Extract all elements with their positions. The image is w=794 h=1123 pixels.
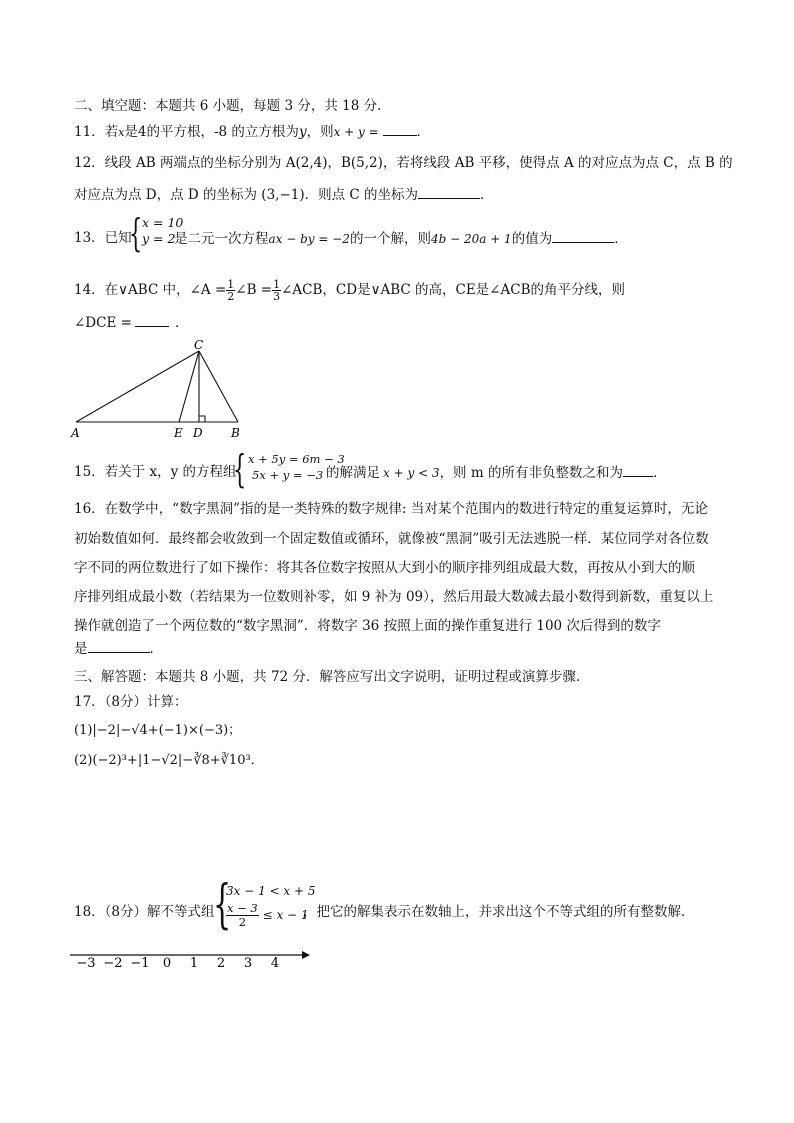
q13-text2: 的一个解，则 xyxy=(349,231,431,247)
tick-label: 0 xyxy=(162,956,172,971)
q12-end: ． xyxy=(480,187,494,203)
q15-text2: ，则 m 的所有非负整数之和为 xyxy=(439,465,623,481)
question-14-line1 xyxy=(74,277,625,303)
q11-text-b: 是4的平方根，-8 的立方根为 xyxy=(124,124,299,140)
number-line-arrow xyxy=(302,951,310,959)
segment-ac xyxy=(76,351,199,422)
q13-equation: ax − by = −2 xyxy=(268,232,350,246)
label-c: C xyxy=(194,338,204,352)
q18-eq1: 3x − 1 < x + 5 xyxy=(226,884,316,898)
q15-eq1: x + 5y = 6m − 3 xyxy=(248,452,345,466)
q13-eq1: x = 10 xyxy=(142,215,184,230)
q11-var-x: x xyxy=(118,126,125,139)
question-11 xyxy=(74,122,430,142)
q16-text: 是 xyxy=(74,641,88,657)
q14-f1-num: 1 xyxy=(227,278,235,291)
q18-number: 18．（8分）解不等式组 xyxy=(74,904,215,920)
q11-end: ． xyxy=(416,124,430,140)
q14-text-b: ∠B = xyxy=(235,282,273,298)
tick-label: 1 xyxy=(189,956,199,971)
q14-answer-blank[interactable] xyxy=(135,313,169,327)
q18-brace: { xyxy=(213,875,232,935)
question-14-line2 xyxy=(74,313,188,332)
q13-eq2: y = 2 xyxy=(142,231,176,246)
q13-end: ． xyxy=(614,231,628,247)
question-15-rest xyxy=(326,463,666,482)
section-header-fill-in: 二、填空题：本题共 6 小题，每题 3 分，共 18 分． xyxy=(74,98,391,114)
q11-number: 11． xyxy=(74,124,105,140)
triangle-figure xyxy=(68,336,258,444)
q11-text-c: ，则 xyxy=(306,124,334,140)
q15-text: 的解满足 xyxy=(326,465,380,481)
q14-text-a: 14．在∨ABC 中，∠A = xyxy=(74,282,227,298)
q14-f2-den: 3 xyxy=(273,290,281,303)
question-16-line2: 初始数值如何．最终都会收敛到一个固定数值或循环，就像被“黑洞”吸引无法逃脱一样．某位同学对各位数 xyxy=(74,531,709,547)
q11-answer-blank[interactable] xyxy=(383,122,417,136)
q15-eq2: 5x + y = −3 xyxy=(252,468,324,482)
question-16-line5: 操作就创造了一个两位数的“数字黑洞”．将数字 36 按照上面的操作重复进行 100 次后得到的数字 xyxy=(74,618,661,634)
right-angle-mark xyxy=(199,416,205,422)
q11-expr: x + y xyxy=(333,125,365,139)
tick-label: 3 xyxy=(243,956,253,971)
q15-condition: x + y < 3 xyxy=(383,466,440,480)
q14-text-c: ∠ACB，CD是∨ABC 的高，CE是∠ACB的角平分线，则 xyxy=(281,282,625,298)
q14-angle: ∠DCE = xyxy=(74,315,132,331)
tick-label: 4 xyxy=(270,956,280,971)
label-b: B xyxy=(231,426,240,440)
q12-text: 对应点为点 D，点 D 的坐标为 (3,−1)．则点 C 的坐标为 xyxy=(74,187,419,203)
question-16-line3: 字不同的两位数进行了如下操作：将其各位数字按照从大到小的顺序排列组成最大数，再按从小到大的顺 xyxy=(74,560,695,576)
q11-eq: = xyxy=(364,125,383,139)
tick-label: −1 xyxy=(130,956,150,971)
q13-number: 13．已知 xyxy=(74,230,132,246)
q15-end: ． xyxy=(652,465,667,481)
label-d: D xyxy=(193,426,203,440)
q16-answer-blank[interactable] xyxy=(88,639,150,653)
q15-answer-blank[interactable] xyxy=(623,463,653,477)
q14-f2-num: 1 xyxy=(273,278,281,291)
q16-end: ． xyxy=(149,641,163,657)
question-13-rest xyxy=(174,229,628,248)
question-18-rest: ，把它的解集表示在数轴上，并求出这个不等式组的所有整数解． xyxy=(303,904,695,920)
question-18 xyxy=(74,903,215,921)
q15-brace: { xyxy=(233,447,247,491)
question-17-part1: (1)|−2|−√4+(−1)×(−3)； xyxy=(74,723,242,738)
section-header-solve: 三、解答题：本题共 8 小题，共 72 分．解答应写出文字说明，证明过程或演算步骤. xyxy=(74,669,581,685)
tick-label: −3 xyxy=(76,956,96,971)
q13-text: 是二元一次方程 xyxy=(174,231,269,247)
number-line xyxy=(66,943,316,975)
question-16-line1: 16．在数学中，“数字黑洞”指的是一类特殊的数字规律: 当对某个范围内的数进行特定的重复运算时，无论 xyxy=(74,501,708,517)
question-15 xyxy=(74,463,237,481)
question-12-line1: 12．线段 AB 两端点的坐标分别为 A(2,4)，B(5,2)，若将线段 AB 平移，使得点 A 的对应点为点 C，点 B 的 xyxy=(74,155,733,171)
q14-end: ． xyxy=(174,315,189,331)
q13-text3: 的值为 xyxy=(511,231,553,247)
q15-number: 15．若关于 x，y 的方程组 xyxy=(74,464,237,480)
q11-var-y: y xyxy=(298,124,307,140)
q12-answer-blank[interactable] xyxy=(418,185,480,199)
q13-brace: { xyxy=(129,211,143,255)
q18-eq2-fraction xyxy=(226,902,259,929)
question-17-title: 17．（8分）计算： xyxy=(74,694,188,710)
tick-label: −2 xyxy=(103,956,123,971)
number-line-ticks xyxy=(76,956,279,971)
q11-text-a: 若 xyxy=(104,124,119,140)
question-16-line4: 序排列组成最小数（若结果为一位数则补零，如 9 补为 09），然后用最大数减去最小数得到新数，重复以上 xyxy=(74,589,714,605)
segment-ce xyxy=(179,351,199,422)
tick-label: 2 xyxy=(216,956,226,971)
q14-f1-den: 2 xyxy=(227,290,235,303)
q18-eq2-den: 2 xyxy=(238,915,247,929)
q18-eq2-num: x − 3 xyxy=(227,901,258,915)
q13-answer-blank[interactable] xyxy=(552,229,614,243)
q14-fraction-1 xyxy=(226,279,235,302)
question-17-part2: (2)(−2)³+|1−√2|−∛8+∛10³． xyxy=(74,753,264,768)
label-a: A xyxy=(71,426,80,440)
question-12-line2 xyxy=(74,185,494,204)
q13-expr: 4b − 20a + 1 xyxy=(430,232,512,246)
segment-bc xyxy=(199,351,238,422)
question-16-line6 xyxy=(74,639,163,658)
question-13 xyxy=(74,229,132,247)
q14-fraction-2 xyxy=(272,279,281,302)
q18-eq2-rhs: ≤ x − 1 xyxy=(262,908,309,922)
label-e: E xyxy=(174,426,183,440)
